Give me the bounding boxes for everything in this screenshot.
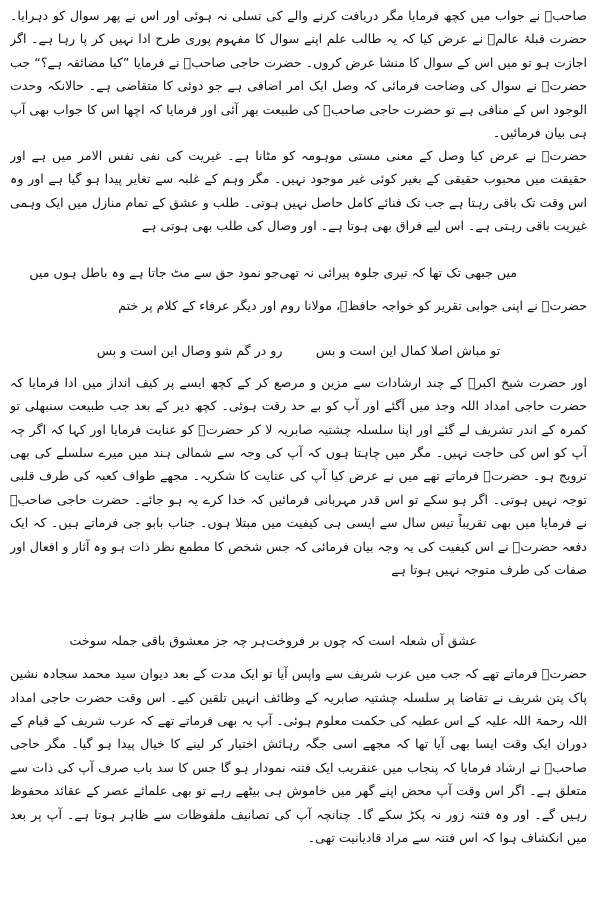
- paragraph-4: اور حضرت شیخ اکبرؒ کے چند ارشادات سے مزین و مرصع کر کے کچھ ایسے پر کیف انداز میں ادا فرمایا کہ حضرت حاجی امداد اللہ وجد میں آگئے اور آپ کو بے حد رقت ہوئی۔ کچھ دیر کے بعد جب طبیعت سنبھلی تو کمرہ کے اندر تشریف لے گئے اور اپنا سلسلہ چشتیہ صابریہ لا کر حضرتؒ کو عنایت فرمایا اور کہا کہ اگر چہ آپ کو اس کی حاجت نہیں۔ مگر میں چاہتا ہوں کہ آپ کی وجہ سے شمالی ہند میں میرے سلسلے کی بھی ترویج ہو۔ حضرتؒ فرماتے تھے میں نے عرض کیا آپ کی عنایت کا شکریہ۔ مجھے طواف کعبہ کی طرف قلبی توجہ نہیں ہوتی۔ اگر ہو سکے تو اس قدر مہربانی فرمائیں کہ خدا کرے یہ ہو جائے۔ حضرت حاجی صاحبؒ نے فرمایا میں بھی تقریباً تیس سال سے ایسی ہی کیفیت میں مبتلا ہوں۔ جناب بابو جی فرماتے ہیں۔ کہ ایک دفعہ حضرتؒ نے اس کیفیت کی یہ وجہ بیان فرمائی کہ جس شخص کا مطمع نظر ذات ہو وہ آثار و افعال اور صفات کی طرف متوجہ نہیں ہوتا ہے: [10, 374, 587, 578]
- verse-1-line-1: میں جبھی تک تھا کہ تیری جلوہ پیرائی نہ تھی: [279, 265, 517, 280]
- verse-1-line-2: جو نمود حق سے مٹ جاتا ہے وہ باطل ہوں میں: [29, 265, 280, 280]
- verse-couplet-1: [10, 261, 587, 284]
- verse-2-line-2: رو در گم شو وصال این است و بس: [96, 343, 283, 359]
- verse-3-line-2: ہر چہ جز معشوق باقی جملہ سوخت: [69, 632, 266, 648]
- paragraph-3: حضرتؒ نے اپنی جوابی تقریر کو خواجہ حافظؒ، مولانا روم اور دیگر عرفاء کے کلام پر ختم: [118, 298, 587, 314]
- verse-2-line-1: تو مباش اصلا کمال این است و بس: [315, 343, 501, 359]
- verse-couplet-2: [10, 339, 587, 362]
- paragraph-1: صاحبؒ نے جواب میں کچھ فرمایا مگر دریافت کرنے والے کی تسلی نہ ہوئی اور اس نے پھر سوال کو دہرایا۔ حضرت قبلۂ عالمؒ نے عرض کیا کہ یہ طالب علم اپنے سوال کا مفہوم پوری طرح ادا نہیں کر پا رہا ہے۔ اگر اجازت ہو تو میں اس کے سوال کا منشا عرض کروں۔ حضرت حاجی صاحبؒ نے فرمایا ”کیا مضائقہ ہے؟“ جب حضرتؒ نے سوال کی وضاحت فرمائی کہ وصل ایک امر اضافی ہے جو دوئی کا متقاضی ہے۔ حالانکہ وحدت الوجود اس کے منافی ہے تو حضرت حاجی صاحبؒ کی طبیعت بھر آئی اور فرمایا کہ اچھا اس کا جواب بھی آپ ہی بیان فرمائیں۔: [10, 8, 587, 141]
- paragraph-2: حضرتؒ نے عرض کیا وصل کے معنی مستی موہومہ کو مٹانا ہے۔ غیریت کی نفی نفس الامر میں ہے اور حقیقت میں محبوب حقیقی کے بغیر کوئی غیر موجود نہیں۔ مگر وہم کے غلبہ سے تغایر پیدا ہو گیا ہے اور وہ اس وقت تک باقی رہتا ہے جب تک فنائے کامل حاصل نہیں ہوتی۔ طلب و عشق کے تمام منازل میں ایک وہمی غیریت باقی رہتی ہے۔ اس لیے فراق بھی ہوتا ہے۔ اور وصال کی طلب بھی ہوتی ہے: [10, 148, 587, 234]
- paragraph-5: حضرتؒ فرماتے تھے کہ جب میں عرب شریف سے واپس آیا تو ایک مدت کے بعد دیوان سید محمد سجادہ نشین پاک پتن شریف نے تقاضا پر سلسلہ چشتیہ صابریہ کے وظائف انہیں تلقین کیے۔ اس وقت حضرت حاجی امداد اللہ رحمۃ اللہ علیہ کے اس عطیہ کی حکمت معلوم ہوئی۔ آپ یہ بھی فرماتے تھے کہ عرب شریف کے قیام کے دوران ایک وقت ایسا بھی آیا تھا کہ مجھے اسی جگہ رہائش اختیار کر لینے کا خیال پیدا ہو گیا۔ مگر حاجی صاحبؒ نے ارشاد فرمایا کہ پنجاب میں عنقریب ایک فتنہ نمودار ہو گا جس کا سد باب صرف آپ کی ذات سے متعلق ہے۔ اگر اس وقت آپ محض اپنے گھر میں خاموش ہی بیٹھے رہے تو بھی علمائے عصر کے عقائد محفوظ رہیں گے۔ اور وہ فتنہ زور نہ پکڑ سکے گا۔ چنانچہ آپ کی تصانیف ملفوظات سے ظاہر ہوتا ہے۔ آپ پر بعد میں انکشاف ہوا کہ اس فتنہ سے مراد قادیانیت تھی۔: [10, 666, 587, 846]
- verse-3-line-1: عشق آں شعلہ است کہ چوں بر فروخت: [265, 632, 477, 648]
- verse-couplet-3: [10, 629, 587, 652]
